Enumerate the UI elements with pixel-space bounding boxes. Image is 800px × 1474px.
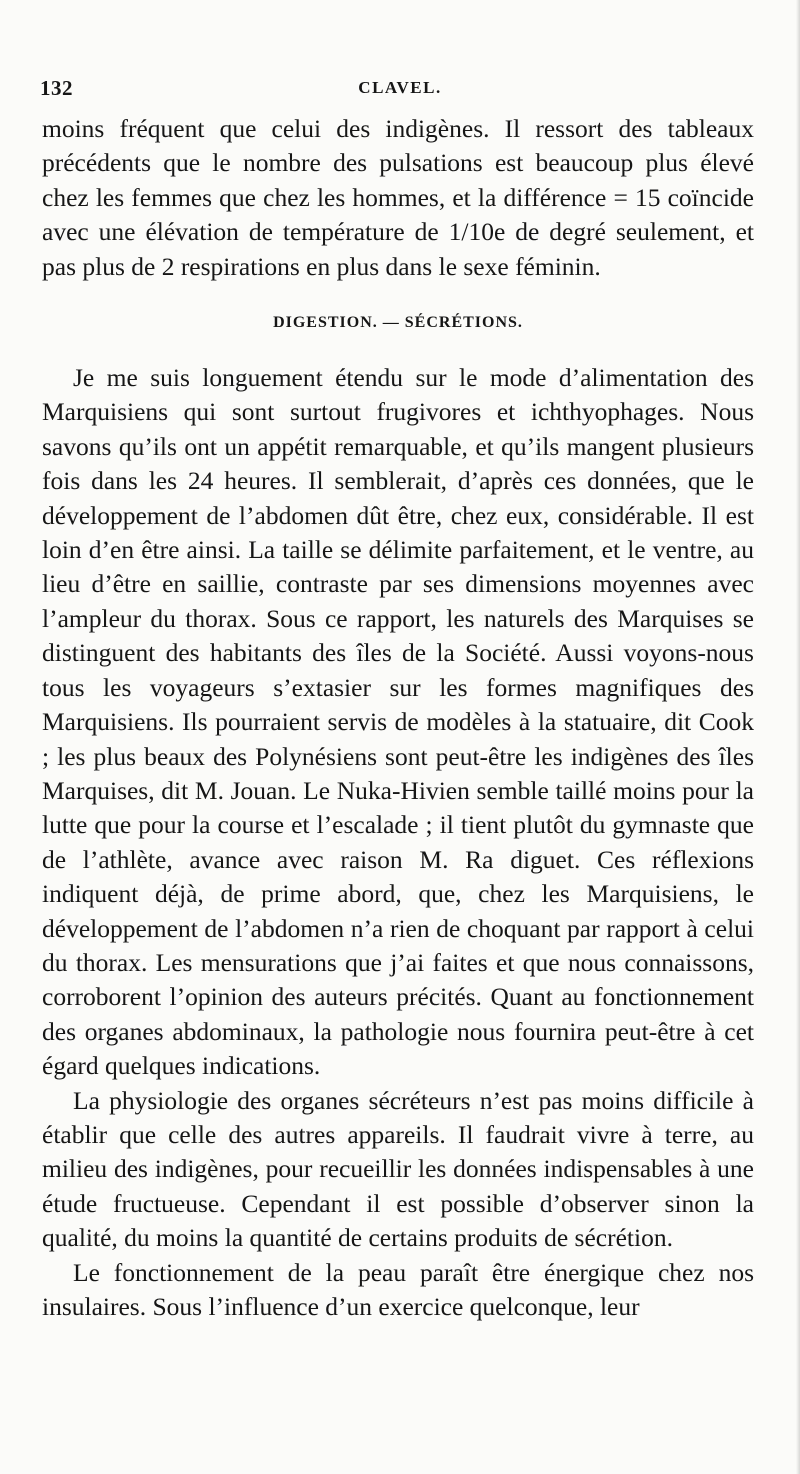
- running-head: [40, 76, 760, 106]
- page-edge-shadow: [796, 0, 800, 1474]
- paragraph-secretions: La physiologie des organes sécréteurs n’est pas moins difficile à établir que celle des autres appareils. Il faudrait vivre à terre, au milieu des indigènes, pour recueillir les données indispensables à une étude fructueuse. Cependant il est possible d’observer sinon la qualité, du moins la quantité de certains produits de sécrétion.: [42, 1085, 754, 1253]
- paragraph-skin: Le fonctionnement de la peau paraît être énergique chez nos insulaires. Sous l’influence d’un exercice quelconque, leur: [42, 1257, 754, 1321]
- text-block: [42, 112, 754, 1324]
- paragraph-digestion: Je me suis longuement étendu sur le mode d’alimentation des Marquisiens qui sont surtout frugivores et ichthyophages. Nous savons qu’ils ont un appétit remarquable, et qu’ils mangent plusieurs fois dans les 24 heures. Il semblerait, d’après ces données, que le développement de l’abdomen dût être, chez eux, considérable. Il est loin d’en être ainsi. La taille se délimite parfaitement, et le ventre, au lieu d’être en saillie, contraste par ses dimensions moyennes avec l’ampleur du thorax. Sous ce rapport, les naturels des Marquises se distinguent des habitants des îles de la Société. Aussi voyons-nous tous les voyageurs s’extasier sur les formes magnifiques des Marquisiens. Ils pourraient servis de modèles à la statuaire, dit Cook ; les plus beaux des Polynésiens sont peut-être les indigènes des îles Marquises, dit M. Jouan. Le Nuka-Hivien semble taillé moins pour la lutte que pour la course et l’escalade ; il tient plutôt du gymnaste que de l’athlète, avance avec raison M. Ra diguet. Ces réflexions indiquent déjà, de prime abord, que, chez les Marquisiens, le développement de l’abdomen n’a rien de choquant par rapport à celui du thorax. Les mensurations que j’ai faites et que nous connaissons, corroborent l’opinion des auteurs précités. Quant au fonctionnement des organes abdominaux, la pathologie nous fournira peut-être à cet égard quelques indications.: [42, 363, 754, 1081]
- section-heading: DIGESTION. — SÉCRÉTIONS.: [273, 314, 523, 332]
- page-number: 132: [40, 76, 73, 100]
- paragraph-pulsations: moins fréquent que celui des indigènes. Il ressort des tableaux précédents que le nombre des pulsations est beaucoup plus élevé chez les femmes que chez les hommes, et la différence = 15 coïncide avec une élévation de température de 1/10e de degré seulement, et pas plus de 2 respirations en plus dans le sexe féminin.: [42, 114, 754, 281]
- running-title: CLAVEL.: [358, 78, 442, 97]
